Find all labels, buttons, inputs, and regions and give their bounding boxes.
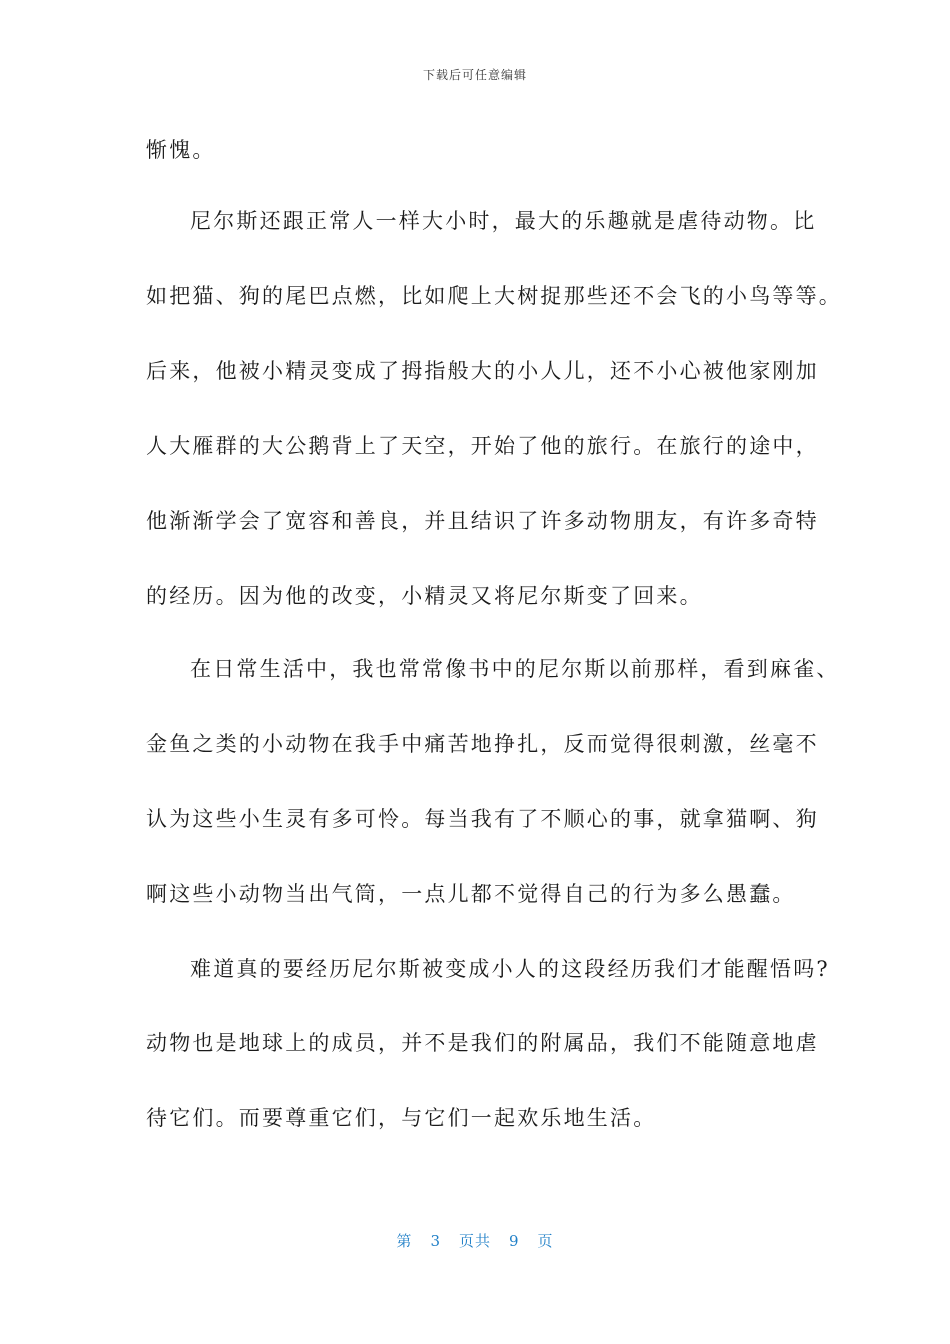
text-line: 如把猫、狗的尾巴点燃，比如爬上大树捉那些还不会飞的小鸟等等。 <box>146 284 842 308</box>
text-line: 难道真的要经历尼尔斯被变成小人的这段经历我们才能醒悟吗? <box>190 957 830 981</box>
footer-middle: 页共 <box>458 1232 491 1250</box>
text-line: 惭愧。 <box>146 138 216 162</box>
text-line: 啊这些小动物当出气筒，一点儿都不觉得自己的行为多么愚蠢。 <box>146 882 796 906</box>
text-line: 人大雁群的大公鹅背上了天空，开始了他的旅行。在旅行的途中， <box>146 434 819 458</box>
footer-prefix: 第 <box>396 1232 413 1250</box>
footer-suffix: 页 <box>537 1232 554 1250</box>
text-line: 尼尔斯还跟正常人一样大小时，最大的乐趣就是虐待动物。比 <box>190 209 817 233</box>
footer-total-pages: 9 <box>509 1232 520 1250</box>
text-line: 后来，他被小精灵变成了拇指般大的小人儿，还不小心被他家刚加 <box>146 359 819 383</box>
text-line: 在日常生活中，我也常常像书中的尼尔斯以前那样，看到麻雀、 <box>190 657 840 681</box>
page-number-footer <box>0 1230 950 1251</box>
text-line: 待它们。而要尊重它们，与它们一起欢乐地生活。 <box>146 1106 657 1130</box>
text-line: 动物也是地球上的成员，并不是我们的附属品，我们不能随意地虐 <box>146 1031 819 1055</box>
text-line: 认为这些小生灵有多可怜。每当我有了不顺心的事，就拿猫啊、狗 <box>146 807 819 831</box>
text-line: 金鱼之类的小动物在我手中痛苦地挣扎，反而觉得很刺激，丝毫不 <box>146 732 819 756</box>
text-line: 的经历。因为他的改变，小精灵又将尼尔斯变了回来。 <box>146 584 703 608</box>
text-line: 他渐渐学会了宽容和善良，并且结识了许多动物朋友，有许多奇特 <box>146 509 819 533</box>
footer-current-page: 3 <box>430 1232 441 1250</box>
page-header: 下载后可任意编辑 <box>422 68 527 82</box>
